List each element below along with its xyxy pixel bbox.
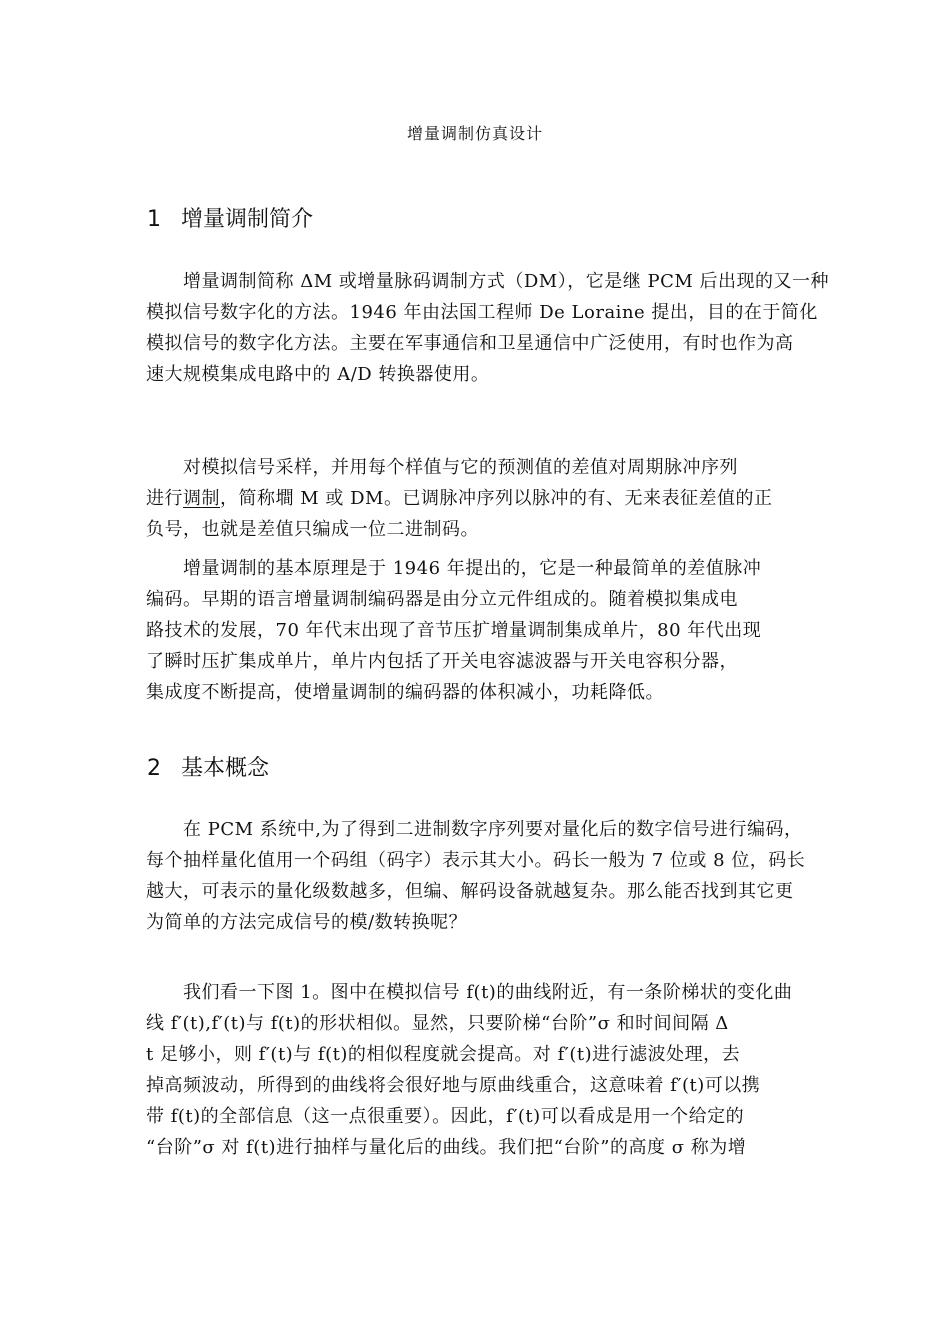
section-2-number: 2 — [147, 756, 161, 781]
paragraph-line: 模拟信号数字化的方法。1946 年由法国工程师 De Loraine 提出，目的在于简化 — [146, 302, 818, 323]
section-2-heading — [147, 755, 269, 783]
paragraph-line: 为简单的方法完成信号的模/数转换呢？ — [146, 912, 468, 933]
paragraph-line: 在 PCM 系统中,为了得到二进制数字序列要对量化后的数字信号进行编码， — [183, 819, 803, 840]
paragraph-line: 掉高频波动，所得到的曲线将会很好地与原曲线重合，这意味着 f′(t)可以携 — [146, 1075, 761, 1096]
section-1-paragraph-2 — [146, 452, 810, 545]
section-1-paragraph-1 — [146, 266, 829, 390]
paragraph-line: t 足够小，则 f′(t)与 f(t)的相似程度就会提高。对 f′(t)进行滤波处理，去 — [146, 1044, 741, 1065]
paragraph-line: 增量调制的基本原理是于 1946 年提出的，它是一种最简单的差值脉冲 — [183, 558, 762, 579]
paragraph-line: 越大，可表示的量化级数越多，但编、解码设备就越复杂。那么能否找到其它更 — [146, 881, 794, 902]
paragraph-line: 模拟信号的数字化方法。主要在军事通信和卫星通信中广泛使用，有时也作为高 — [146, 333, 794, 354]
paragraph-text: 进行 — [146, 488, 183, 509]
paragraph-text: ，简称墹 M 或 DM。已调脉冲序列以脉冲的有、无来表征差值的正 — [220, 488, 773, 509]
paragraph-line: 每个抽样量化值用一个码组（码字）表示其大小。码长一般为 7 位或 8 位，码长 — [146, 850, 806, 871]
paragraph-line: 线 f′(t),f′(t)与 f(t)的形状相似。显然，只要阶梯“台阶”σ 和时间间隔 Δ — [146, 1013, 729, 1034]
paragraph-line — [146, 483, 810, 514]
section-1-title: 增量调制简介 — [181, 207, 314, 232]
paragraph-line: 负号，也就是差值只编成一位二进制码。 — [146, 519, 479, 540]
modulation-link[interactable]: 调制 — [183, 488, 220, 509]
paragraph-line: 对模拟信号采样，并用每个样值与它的预测值的差值对周期脉冲序列 — [183, 457, 738, 478]
paragraph-line: 集成度不断提高，使增量调制的编码器的体积减小，功耗降低。 — [146, 682, 664, 703]
section-1-paragraph-3 — [146, 553, 810, 708]
paragraph-line: 速大规模集成电路中的 A/D 转换器使用。 — [146, 364, 490, 385]
paragraph-line: 我们看一下图 1。图中在模拟信号 f(t)的曲线附近，有一条阶梯状的变化曲 — [183, 982, 793, 1003]
paragraph-line: 了瞬时压扩集成单片，单片内包括了开关电容滤波器与开关电容积分器， — [146, 651, 738, 672]
document-title: 增量调制仿真设计 — [406, 124, 543, 143]
section-1-number: 1 — [147, 207, 161, 232]
section-2-title: 基本概念 — [181, 756, 270, 781]
paragraph-line: 编码。早期的语言增量调制编码器是由分立元件组成的。随着模拟集成电 — [146, 589, 738, 610]
section-2-paragraph-2 — [146, 977, 810, 1163]
section-1-heading — [147, 206, 313, 234]
paragraph-line: “台阶”σ 对 f(t)进行抽样与量化后的曲线。我们把“台阶”的高度 σ 称为增 — [146, 1137, 747, 1158]
section-2-paragraph-1 — [146, 814, 810, 938]
paragraph-line: 路技术的发展，70 年代末出现了音节压扩增量调制集成单片，80 年代出现 — [146, 620, 762, 641]
paragraph-line: 带 f(t)的全部信息（这一点很重要）。因此，f′(t)可以看成是用一个给定的 — [146, 1106, 745, 1127]
paragraph-line: 增量调制简称 ΔM 或增量脉码调制方式（DM），它是继 PCM 后出现的又一种 — [183, 271, 829, 292]
